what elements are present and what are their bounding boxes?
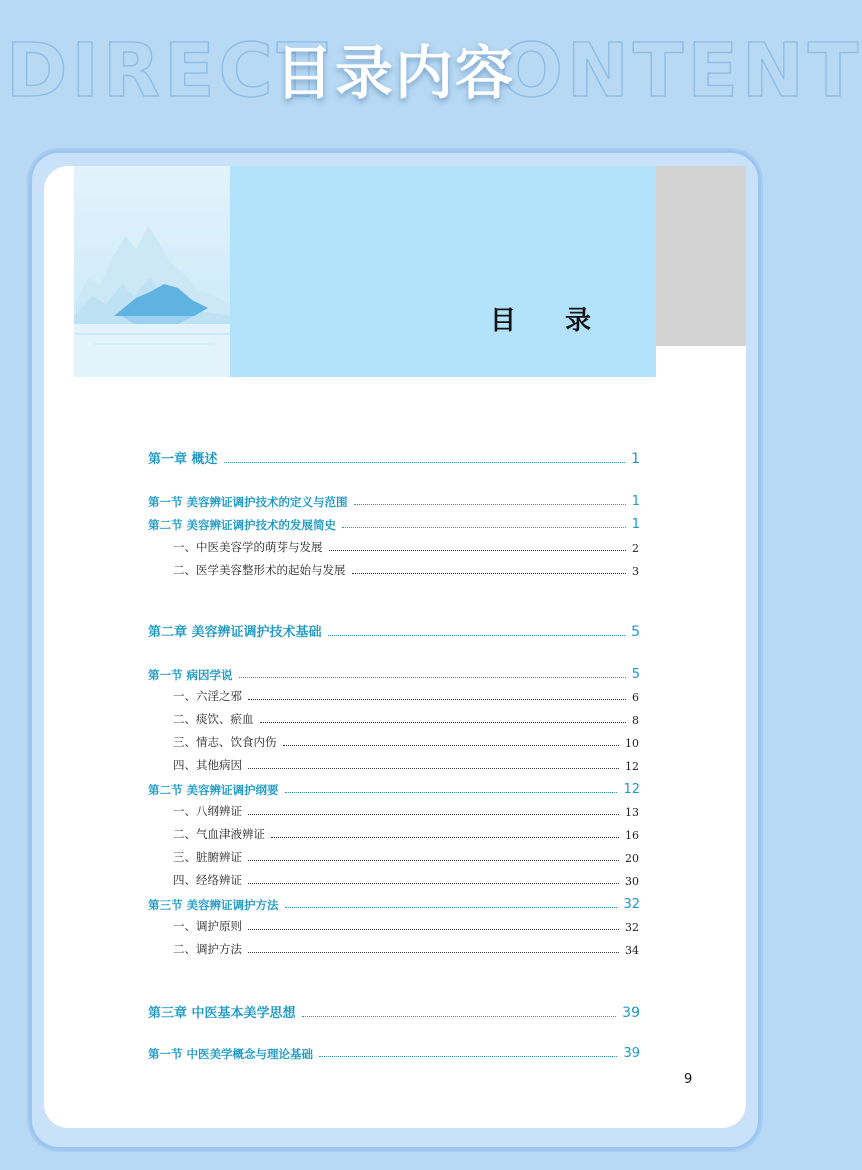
toc-entry-page: 34 [625, 943, 639, 957]
dot-leader [248, 860, 619, 861]
toc-item-row[interactable] [173, 921, 639, 933]
toc-entry-page: 12 [623, 782, 640, 797]
toc-entry-page: 1 [631, 494, 640, 509]
toc-entry-label: 第一节 中医美学概念与理论基础 [148, 1046, 314, 1061]
toc-entry-label: 三、情志、饮食内伤 [173, 735, 277, 749]
dot-leader [248, 883, 619, 884]
toc-entry-label: 一、八纲辨证 [173, 804, 242, 818]
toc-entry-label: 四、其他病因 [173, 758, 242, 772]
toc-entry-page: 5 [631, 624, 640, 640]
toc-section-row[interactable] [148, 668, 640, 681]
toc-entry-label: 第三章 中医基本美学思想 [148, 1006, 296, 1021]
mountain-landscape-icon [74, 166, 230, 377]
toc-entry-label: 第二章 美容辨证调护技术基础 [148, 625, 322, 640]
toc-title: 目 录 [490, 306, 612, 336]
toc-entry-label: 四、经络辨证 [173, 873, 242, 887]
dot-leader [285, 792, 618, 793]
toc-entry-label: 第一节 美容辨证调护技术的定义与范围 [148, 494, 348, 509]
toc-entry-label: 二、气血津液辨证 [173, 827, 265, 841]
toc-entry-label: 第二节 美容辨证调护纲要 [148, 782, 279, 797]
toc-section-row[interactable] [148, 1047, 640, 1060]
toc-entry-label: 第一章 概述 [148, 452, 218, 467]
dot-leader [248, 952, 619, 953]
dot-leader [354, 504, 626, 505]
banner-title: 目录内容 [274, 39, 515, 107]
dot-leader [302, 1016, 617, 1017]
toc-entry-label: 第二节 美容辨证调护技术的发展简史 [148, 517, 337, 532]
toc-entry-page: 1 [631, 451, 640, 467]
toc-item-row[interactable] [173, 852, 639, 864]
toc-entry-label: 二、痰饮、瘀血 [173, 712, 254, 726]
toc-entry-page: 39 [622, 1005, 640, 1021]
dot-leader [329, 550, 627, 551]
toc-item-row[interactable] [173, 875, 639, 887]
dot-leader [328, 635, 626, 636]
toc-entry-page: 12 [625, 759, 639, 773]
dot-leader [248, 814, 619, 815]
toc-item-row[interactable] [173, 806, 639, 818]
background-word-right: ONTENT [500, 28, 862, 114]
page-edge-shadow [656, 166, 746, 346]
toc-entry-label: 二、调护方法 [173, 942, 242, 956]
landscape-illustration [74, 166, 230, 377]
toc-entry-label: 第三节 美容辨证调护方法 [148, 897, 279, 912]
toc-entry-page: 13 [625, 805, 639, 819]
toc-item-row[interactable] [173, 944, 639, 956]
toc-entry-label: 一、中医美容学的萌芽与发展 [173, 540, 323, 554]
toc-chapter-row[interactable] [148, 625, 640, 639]
dot-leader [248, 699, 626, 700]
toc-section-row[interactable] [148, 518, 640, 531]
book-page [44, 166, 746, 1128]
toc-chapter-row[interactable] [148, 452, 640, 466]
toc-entry-page: 39 [623, 1046, 640, 1061]
background-word-left: DIRECT [6, 28, 332, 114]
toc-entry-page: 32 [625, 920, 639, 934]
toc-entry-page: 1 [631, 517, 640, 532]
toc-item-row[interactable] [173, 829, 639, 841]
dot-leader [260, 722, 627, 723]
dot-leader [248, 929, 619, 930]
toc-entry-page: 5 [631, 667, 640, 682]
dot-leader [319, 1056, 617, 1057]
toc-section-row[interactable] [148, 495, 640, 508]
dot-leader [248, 768, 619, 769]
toc-entry-page: 32 [623, 897, 640, 912]
dot-leader [285, 907, 618, 908]
dot-leader [224, 462, 626, 463]
toc-section-row[interactable] [148, 783, 640, 796]
toc-entry-label: 一、六淫之邪 [173, 689, 242, 703]
dot-leader [283, 745, 620, 746]
toc-entry-page: 3 [632, 564, 639, 578]
toc-item-row[interactable] [173, 691, 639, 703]
toc-item-row[interactable] [173, 737, 639, 749]
page-number: 9 [684, 1072, 693, 1087]
header-band [230, 166, 656, 377]
toc-item-row[interactable] [173, 714, 639, 726]
dot-leader [239, 677, 626, 678]
toc-entry-label: 三、脏腑辨证 [173, 850, 242, 864]
toc-entry-page: 20 [625, 851, 639, 865]
toc-entry-page: 16 [625, 828, 639, 842]
toc-section-row[interactable] [148, 898, 640, 911]
page-banner [0, 0, 862, 150]
toc-item-row[interactable] [173, 542, 639, 554]
toc-entry-label: 第一节 病因学说 [148, 667, 233, 682]
dot-leader [342, 527, 626, 528]
toc-entry-page: 2 [632, 541, 639, 555]
toc-entry-page: 6 [632, 690, 639, 704]
toc-item-row[interactable] [173, 565, 639, 577]
toc-item-row[interactable] [173, 760, 639, 772]
toc-entry-label: 二、医学美容整形术的起始与发展 [173, 563, 346, 577]
toc-chapter-row[interactable] [148, 1006, 640, 1020]
dot-leader [352, 573, 627, 574]
toc-entry-page: 10 [625, 736, 639, 750]
toc-entry-page: 8 [632, 713, 639, 727]
dot-leader [271, 837, 619, 838]
toc-entry-page: 30 [625, 874, 639, 888]
toc-entry-label: 一、调护原则 [173, 919, 242, 933]
